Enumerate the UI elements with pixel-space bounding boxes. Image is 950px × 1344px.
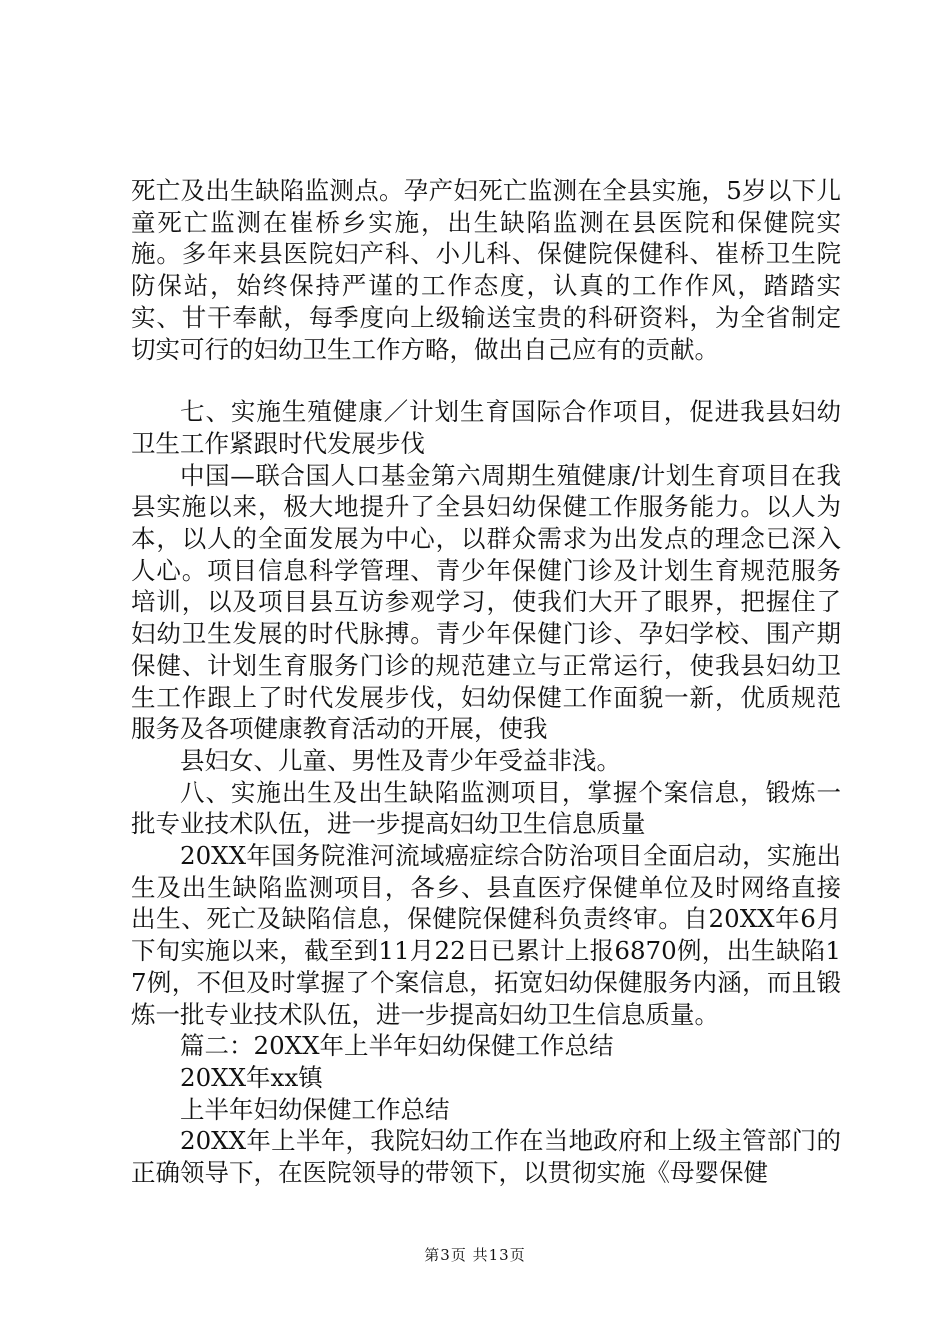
section-heading-eight: 八、实施出生及出生缺陷监测项目，掌握个案信息，锻炼一批专业技术队伍，进一步提高妇幼卫生信息质量 [131,777,841,839]
paragraph-first-half-intro: 20XX年上半年，我院妇幼工作在当地政府和上级主管部门的正确领导下，在医院领导的带领下，以贯彻实施《母婴保健 [131,1126,841,1188]
chapter-title-part-two: 篇二：20XX年上半年妇幼保健工作总结 [180,1031,614,1061]
paragraph-monitoring-points: 死亡及出生缺陷监测点。孕产妇死亡监测在全县实施，5岁以下儿童死亡监测在崔桥乡实施，出生缺陷监测在县医院和保健院实施。多年来县医院妇产科、小儿科、保健院保健科、崔桥卫生院防保站，始终保持严谨的工作态度，认真的工作作风，踏踏实实、甘干奉献，每季度向上级输送宝贵的科研资料，为全省制定切实可行的妇幼卫生工作方略，做出自己应有的贡献。 [131,176,841,364]
paragraph-spacer [131,365,841,396]
subtitle-summary: 上半年妇幼保健工作总结 [180,1094,450,1124]
paragraph-huaihe-project: 20XX年国务院淮河流域癌症综合防治项目全面启动，实施出生及出生缺陷监测项目，各乡、县直医疗保健单位及时网络直接出生、死亡及缺陷信息，保健院保健科负责终审。自20XX年6月下旬实施以来，截至到11月22日已累计上报6870例，出生缺陷17例，不但及时掌握了个案信息，拓宽妇幼保健服务内涵，而且锻炼一批专业技术队伍，进一步提高妇幼卫生信息质量。 [131,841,841,1029]
section-heading-seven: 七、实施生殖健康／计划生育国际合作项目，促进我县妇幼卫生工作紧跟时代发展步伐 [131,397,841,458]
subtitle-town: 20XX年xx镇 [180,1062,323,1092]
document-body [131,175,841,1189]
paragraph-unfpa-project: 中国—联合国人口基金第六周期生殖健康/计划生育项目在我县实施以来，极大地提升了全县妇幼保健工作服务能力。以人为本，以人的全面发展为中心，以群众需求为出发点的理念已深入人心。项目信息科学管理、青少年保健门诊及计划生育规范服务培训，以及项目县互访参观学习，使我们大开了眼界，把握住了妇幼卫生发展的时代脉搏。青少年保健门诊、孕妇学校、围产期保健、计划生育服务门诊的规范建立与正常运行，使我县妇幼卫生工作跟上了时代发展步伐，妇幼保健工作面貌一新，优质规范服务及各项健康教育活动的开展，使我 [131,460,841,744]
paragraph-beneficiaries: 县妇女、儿童、男性及青少年受益非浅。 [180,745,621,775]
page-number-footer: 第3页 共13页 [424,1246,526,1264]
